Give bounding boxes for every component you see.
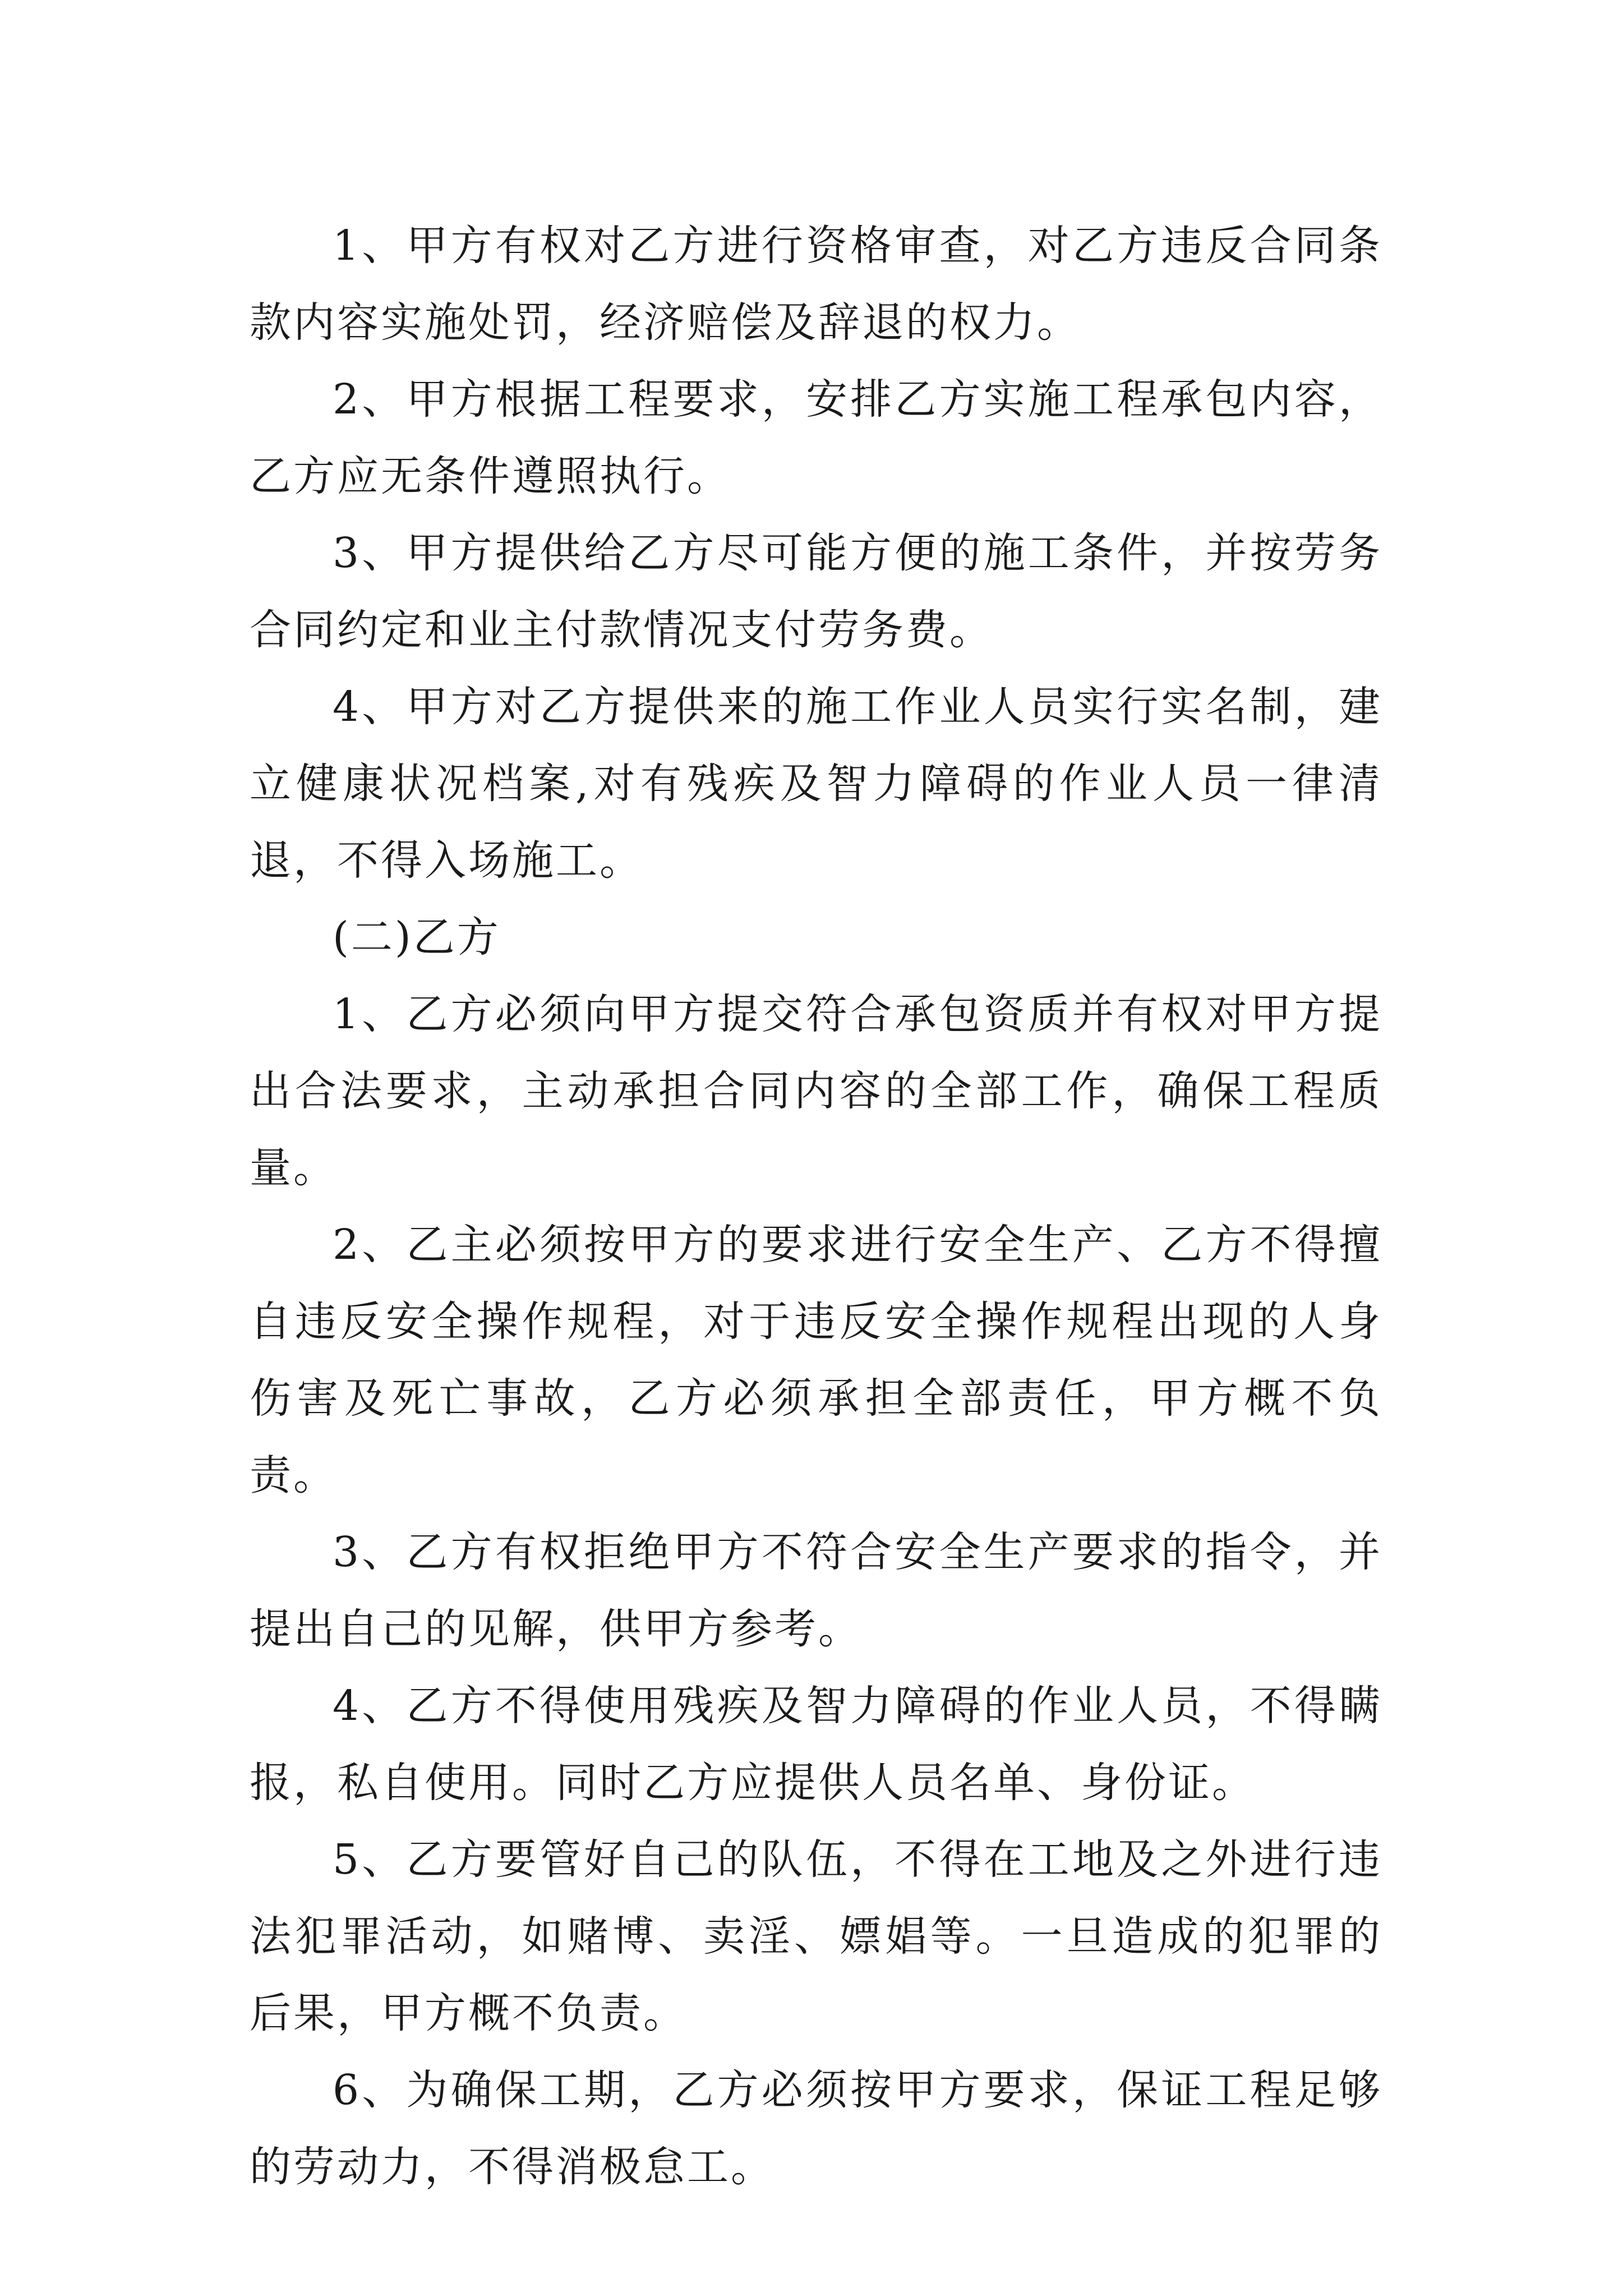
party-b-item-5: 5、乙方要管好自己的队伍，不得在工地及之外进行违法犯罪活动，如赌博、卖淫、嫖娼等。一旦造成的犯罪的后果，甲方概不负责。 (250, 1835, 1382, 2037)
party-b-item-3: 3、乙方有权拒绝甲方不符合安全生产要求的指令，并提出自己的见解，供甲方参考。 (250, 1528, 1382, 1653)
party-a-item-2: 2、甲方根据工程要求，安排乙方实施工程承包内容，乙方应无条件遵照执行。 (250, 375, 1382, 500)
party-b-item-6: 6、为确保工期，乙方必须按甲方要求，保证工程足够的劳动力，不得消极怠工。 (250, 2066, 1382, 2191)
party-a-item-3: 3、甲方提供给乙方尽可能方便的施工条件，并按劳务合同约定和业主付款情况支付劳务费。 (250, 529, 1382, 654)
party-b-item-4: 4、乙方不得使用残疾及智力障碍的作业人员，不得瞒报，私自使用。同时乙方应提供人员名单、身份证。 (250, 1682, 1382, 1807)
party-b-item-2: 2、乙主必须按甲方的要求进行安全生产、乙方不得擅自违反安全操作规程，对于违反安全操作规程出现的人身伤害及死亡事故，乙方必须承担全部责任，甲方概不负责。 (250, 1221, 1382, 1499)
party-a-item-4: 4、甲方对乙方提供来的施工作业人员实行实名制，建立健康状况档案,对有残疾及智力障碍的作业人员一律清退，不得入场施工。 (250, 683, 1382, 885)
document-body (250, 208, 1382, 2206)
party-a-item-1: 1、甲方有权对乙方进行资格审查，对乙方违反合同条款内容实施处罚，经济赔偿及辞退的权力。 (250, 222, 1382, 347)
section-b-heading: (二)乙方 (333, 913, 501, 961)
party-b-item-1: 1、乙方必须向甲方提交符合承包资质并有权对甲方提出合法要求，主动承担合同内容的全部工作，确保工程质量。 (250, 990, 1382, 1192)
